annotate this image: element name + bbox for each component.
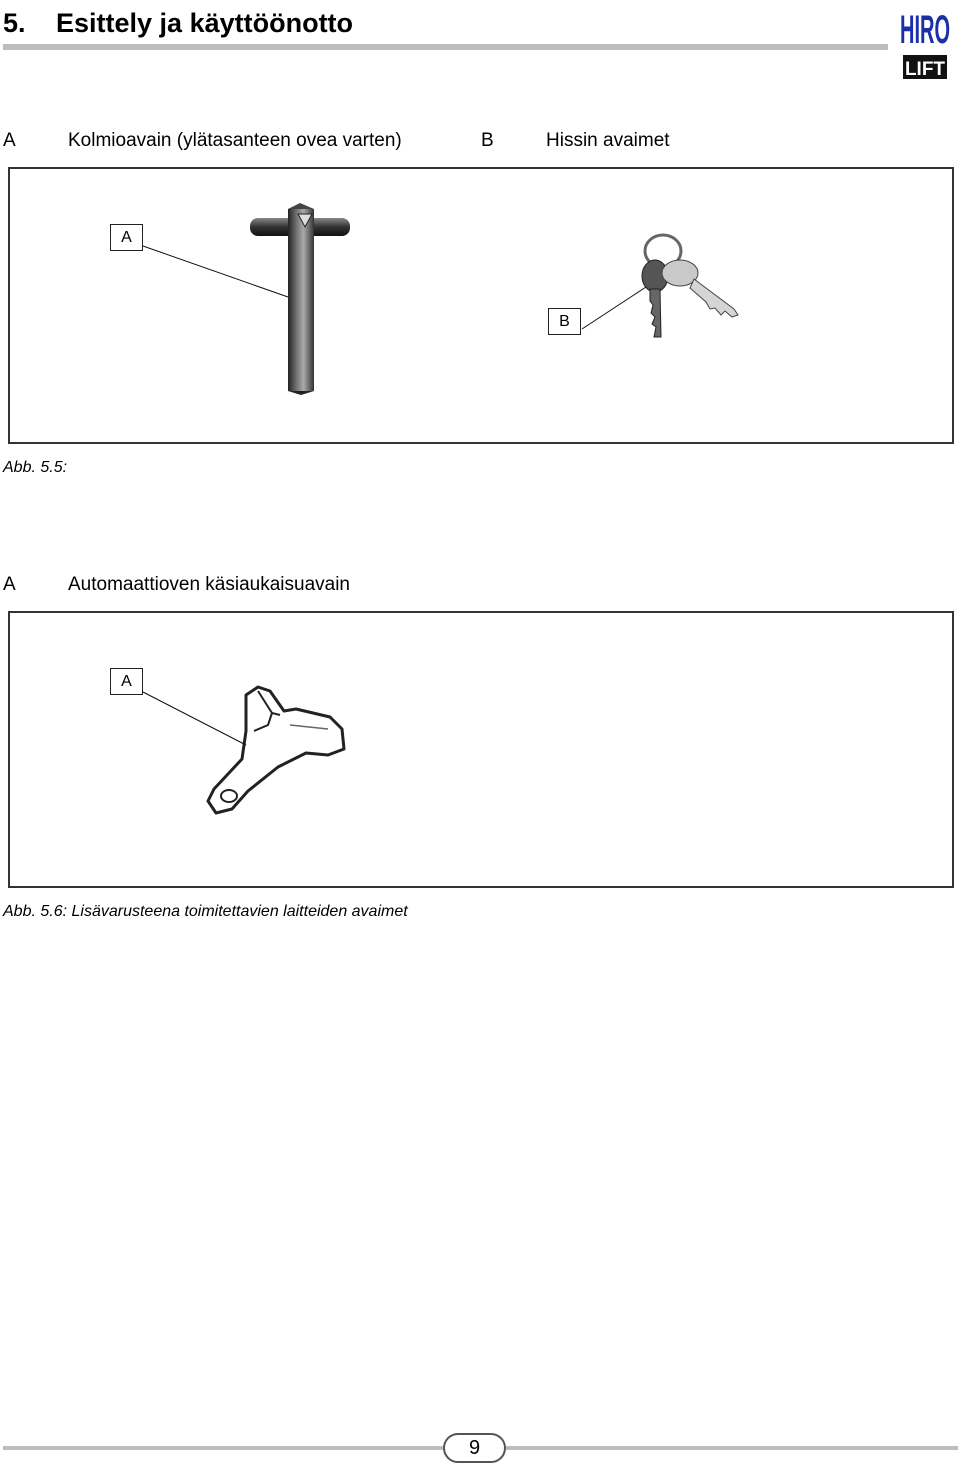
callout-b: B [548, 308, 581, 335]
legend-text-a: Kolmioavain (ylätasanteen ovea varten) [68, 130, 402, 151]
key-shaft [288, 209, 314, 391]
logo-bottom-text: LIFT [904, 59, 946, 80]
legend-letter-b: B [481, 130, 494, 151]
figure-frame-door-key [8, 611, 954, 888]
legend2-letter-a: A [3, 574, 16, 595]
callout-a: A [110, 224, 143, 251]
door-key-body [208, 687, 344, 813]
logo-top-text: HIRO [900, 6, 950, 52]
legend-letter-a: A [3, 130, 16, 151]
figure-caption-5-5: Abb. 5.5: [3, 459, 68, 476]
chapter-number: 5. [3, 8, 26, 38]
elevator-keys-illustration [642, 235, 738, 337]
leader-line-b [582, 287, 646, 329]
triangle-key-illustration [10, 169, 956, 446]
page-title: Esittely ja käyttöönotto [56, 8, 354, 38]
page-number: 9 [443, 1433, 506, 1463]
door-release-key-illustration [10, 613, 956, 890]
legend2-text-a: Automaattioven käsiaukaisuavain [68, 574, 351, 595]
hiro-lift-logo [900, 6, 950, 84]
logo-graphic [900, 6, 950, 80]
legend-text-b: Hissin avaimet [546, 130, 670, 151]
leader-line-a2 [143, 692, 246, 745]
footer-rule-left [3, 1446, 443, 1450]
footer-rule-right [506, 1446, 958, 1450]
figure-frame-keys [8, 167, 954, 444]
header-rule [3, 44, 888, 50]
callout-a2: A [110, 668, 143, 695]
leader-line-a [143, 246, 288, 297]
figure-caption-5-6: Abb. 5.6: Lisävarusteena toimitettavien laitteiden avaimet [3, 903, 408, 920]
